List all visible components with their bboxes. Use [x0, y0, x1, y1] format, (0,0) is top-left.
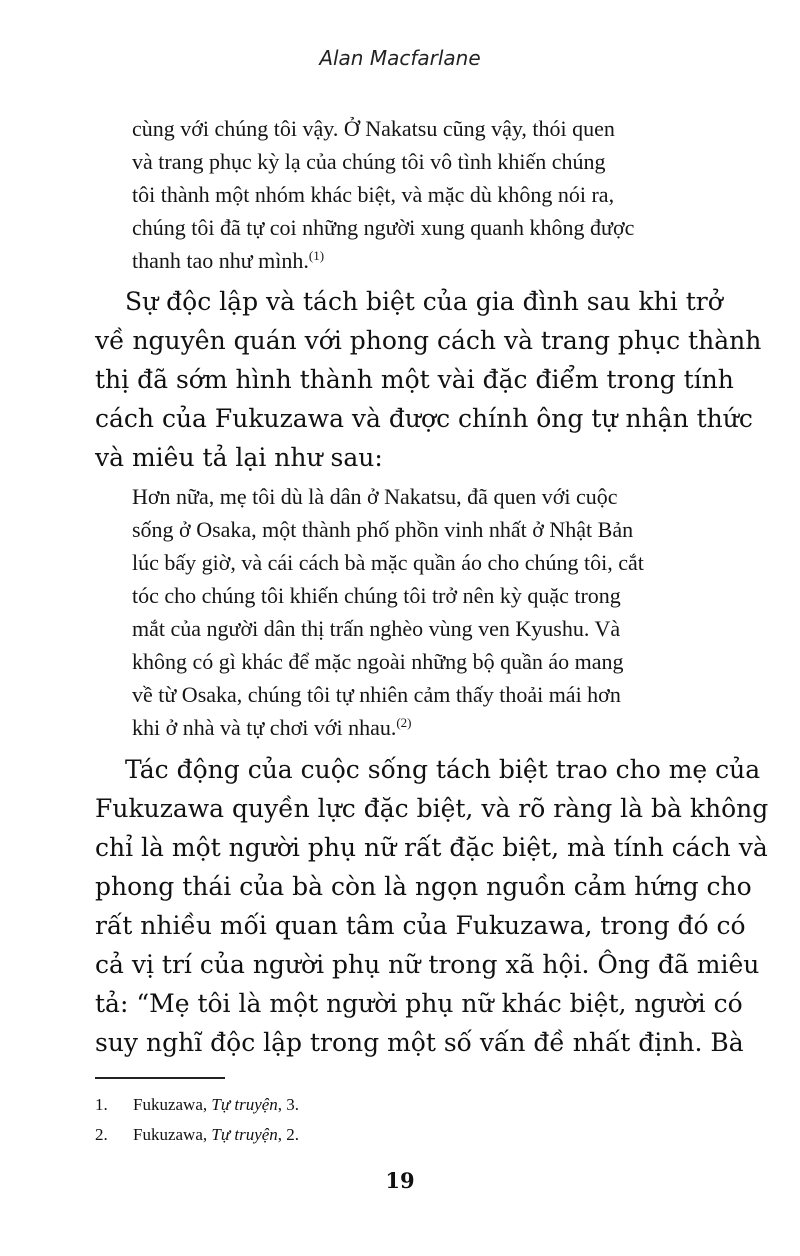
- paragraph2-line: tả: “Mẹ tôi là một người phụ nữ khác biệt, người có: [95, 989, 743, 1018]
- quote2-line: không có gì khác để mặc ngoài những bộ quần áo mang: [132, 649, 624, 674]
- quote1-line-last: [132, 244, 712, 277]
- footnote-page: , 3.: [277, 1095, 300, 1114]
- footnote-title: Tự truyện: [211, 1125, 278, 1144]
- paragraph2-line: cả vị trí của người phụ nữ trong xã hội. Ông đã miêu: [95, 950, 760, 979]
- paragraph1-line: thị đã sớm hình thành một vài đặc điểm trong tính: [95, 365, 734, 394]
- paragraph-1: [95, 282, 762, 477]
- paragraph1-line: Sự độc lập và tách biệt của gia đình sau khi trở: [125, 287, 723, 316]
- paragraph1-line: và miêu tả lại như sau:: [95, 443, 383, 472]
- block-quote-1: [132, 112, 712, 277]
- paragraph1-line: cách của Fukuzawa và được chính ông tự nhận thức: [95, 404, 753, 433]
- block-quote-2: [132, 480, 712, 744]
- running-header: Alan Macfarlane: [319, 46, 481, 70]
- footnote-ref-2: (2): [396, 715, 412, 730]
- quote1-line: cùng với chúng tôi vậy. Ở Nakatsu cũng vậy, thói quen: [132, 116, 615, 141]
- quote2-line-last: [132, 711, 712, 744]
- paragraph2-line: Tác động của cuộc sống tách biệt trao cho mẹ của: [125, 755, 761, 784]
- footnote-page: , 2.: [277, 1125, 300, 1144]
- paragraph2-line: phong thái của bà còn là ngọn nguồn cảm hứng cho: [95, 872, 752, 901]
- footnote-item: [95, 1120, 695, 1150]
- quote1-line: và trang phục kỳ lạ của chúng tôi vô tình khiến chúng: [132, 149, 606, 174]
- footnote-author: Fukuzawa,: [133, 1095, 208, 1114]
- paragraph1-line: về nguyên quán với phong cách và trang phục thành: [95, 326, 762, 355]
- footnote-author: Fukuzawa,: [133, 1125, 208, 1144]
- quote2-line-text: khi ở nhà và tự chơi với nhau.: [132, 715, 397, 740]
- quote2-line: sống ở Osaka, một thành phố phồn vinh nhất ở Nhật Bản: [132, 517, 634, 542]
- paragraph2-line: chỉ là một người phụ nữ rất đặc biệt, mà tính cách và: [95, 833, 768, 862]
- quote2-line: về từ Osaka, chúng tôi tự nhiên cảm thấy thoải mái hơn: [132, 682, 621, 707]
- paragraph2-line: suy nghĩ độc lập trong một số vấn đề nhất định. Bà: [95, 1028, 744, 1057]
- footnote-ref-1: (1): [308, 248, 325, 263]
- quote2-line: lúc bấy giờ, và cái cách bà mặc quần áo cho chúng tôi, cắt: [132, 550, 644, 575]
- footnote-number: 2.: [95, 1125, 108, 1144]
- footnotes: [95, 1090, 695, 1150]
- quote2-line: Hơn nữa, mẹ tôi dù là dân ở Nakatsu, đã quen với cuộc: [132, 484, 618, 509]
- quote2-line: mắt của người dân thị trấn nghèo vùng ven Kyushu. Và: [132, 616, 621, 641]
- quote1-line: tôi thành một nhóm khác biệt, và mặc dù không nói ra,: [132, 182, 615, 207]
- footnote-item: [95, 1090, 695, 1120]
- footnote-divider: [95, 1077, 225, 1079]
- paragraph-2: [95, 750, 769, 1062]
- quote1-line: chúng tôi đã tự coi những người xung quanh không được: [132, 215, 635, 240]
- paragraph2-line: Fukuzawa quyền lực đặc biệt, và rõ ràng là bà không: [95, 794, 769, 823]
- footnote-number: 1.: [95, 1095, 108, 1114]
- footnote-title: Tự truyện: [211, 1095, 278, 1114]
- quote2-line: tóc cho chúng tôi khiến chúng tôi trở nên kỳ quặc trong: [132, 583, 621, 608]
- page-number: 19: [385, 1168, 415, 1193]
- paragraph2-line: rất nhiều mối quan tâm của Fukuzawa, trong đó có: [95, 911, 746, 940]
- quote1-line-text: thanh tao như mình.: [132, 248, 309, 273]
